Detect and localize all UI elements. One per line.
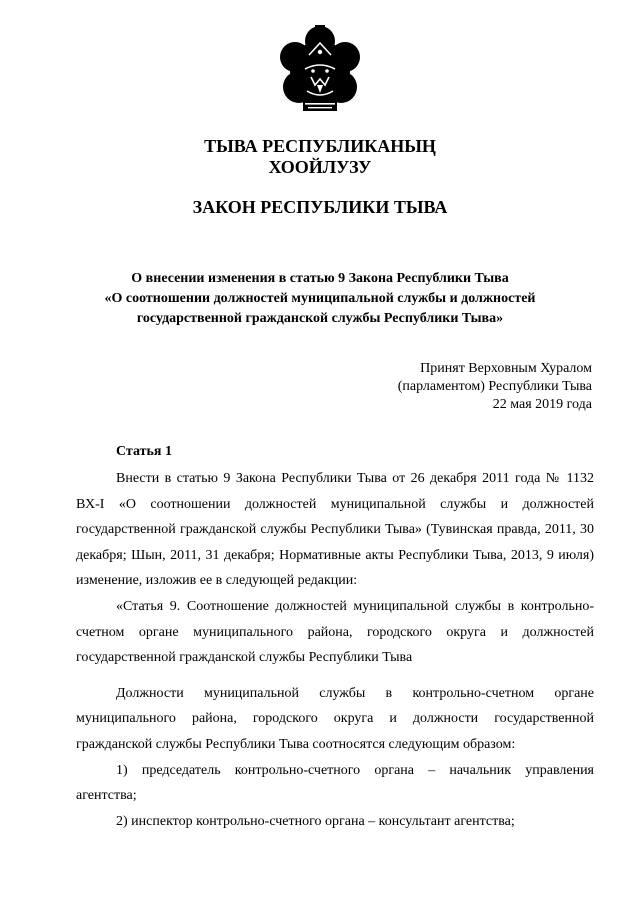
native-heading-line-1: ТЫВА РЕСПУБЛИКАНЫҢ — [204, 136, 436, 156]
law-title-line-2: «О соотношении должностей муниципальной службы и должностей — [104, 291, 536, 306]
article-list-item: 1) председатель контрольно-счетного органа – начальник управления агентства; — [76, 762, 594, 804]
article-paragraph: Внести в статью 9 Закона Республики Тыва от 26 декабря 2011 года № 1132 ВХ-I «О соотношении должностей муниципальной службы и должностей государственной гражданской службы Республики Тыва» (Тувинская правда, 2011, 30 декабря; Шын, 2011, 31 декабря; Нормативные акты Республики Тыва, 2013, 9 июля) изменение, изложив ее в следующей редакции: — [76, 471, 594, 589]
law-title-line-3: государственной гражданской службы Республики Тыва» — [136, 311, 504, 326]
article-paragraph: «Статья 9. Соотношение должностей муниципальной службы в контрольно-счетном органе муниципального района, городского округа и должностей государственной гражданской службы Республики Тыва — [76, 598, 594, 666]
adoption-line-1: Принят Верховным Хуралом — [420, 361, 592, 376]
law-title — [70, 269, 570, 329]
article-body — [76, 466, 594, 834]
adoption-date: 22 мая 2019 года — [492, 397, 592, 412]
article-list-item: 2) инспектор контрольно-счетного органа – консультант агентства; — [116, 813, 515, 829]
law-title-line-1: О внесении изменения в статью 9 Закона Республики Тыва — [131, 271, 509, 286]
adoption-note — [398, 360, 592, 414]
tuva-coat-of-arms-icon — [275, 25, 365, 120]
native-heading-line-2: ХООЙЛУЗУ — [268, 157, 372, 177]
adoption-line-2: (парламентом) Республики Тыва — [397, 379, 592, 394]
article-heading: Статья 1 — [116, 444, 172, 459]
article-paragraph: Должности муниципальной службы в контрольно-счетном органе муниципального района, городского округа и должности государственной гражданской службы Республики Тыва соотносятся следующим образом: — [76, 685, 594, 752]
native-law-heading — [0, 136, 640, 178]
law-heading: ЗАКОН РЕСПУБЛИКИ ТЫВА — [192, 197, 448, 217]
